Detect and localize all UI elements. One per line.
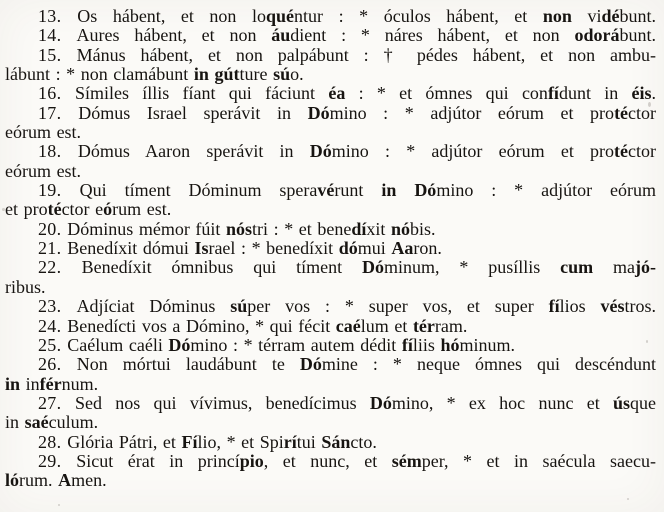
verse-text: eórum est. <box>5 160 82 181</box>
scan-speck <box>2 208 5 211</box>
verse-27-line-2 <box>5 413 656 432</box>
verse-17-line-1 <box>5 104 656 123</box>
verse-19-line-2 <box>5 200 656 219</box>
pointed-syllable: dí <box>351 218 367 239</box>
verse-number: 26. <box>38 354 77 375</box>
pointed-syllable: té <box>614 102 629 123</box>
verse-text: mine : * neque ómnes qui descéndunt <box>321 354 657 375</box>
verse-23-line-1 <box>5 297 656 316</box>
pointed-syllable: sú <box>273 64 291 85</box>
verse-text: mino, * ex hoc nunc et <box>391 392 613 413</box>
verse-list <box>5 7 656 491</box>
verse-17-line-2 <box>5 123 656 142</box>
pointed-syllable: hó <box>440 334 460 355</box>
verse-text: culum. <box>48 412 99 433</box>
pointed-syllable: pio <box>239 450 264 471</box>
verse-text: liis <box>412 334 441 355</box>
pointed-syllable: dó <box>338 238 358 259</box>
pointed-syllable: té <box>614 141 629 162</box>
verse-number: 15. <box>38 44 77 65</box>
verse-text: ram. <box>434 315 468 336</box>
pointed-syllable: fér <box>39 373 62 394</box>
verse-number: 21. <box>38 238 68 259</box>
scan-speck <box>58 504 60 506</box>
pointed-syllable: in gút <box>193 64 240 85</box>
pointed-syllable: Dó <box>168 334 191 355</box>
pointed-syllable: cum <box>560 257 594 278</box>
verse-text: et pro <box>5 199 48 220</box>
verse-text: in <box>5 412 25 433</box>
verse-19-line-1 <box>5 181 656 200</box>
verse-number: 23. <box>38 296 77 317</box>
verse-text: dient : * náres hábent, et non <box>290 25 575 46</box>
verse-text: rael : * benedíxit <box>208 238 339 259</box>
verse-text: ntur : * óculos hábent, et <box>294 6 543 26</box>
verse-text: Sicut érat in princí <box>76 450 240 471</box>
verse-text: tri : * et bene <box>252 218 352 239</box>
verse-text: Caélum caéli <box>67 334 169 355</box>
pointed-syllable: vé <box>317 180 335 201</box>
verse-text: Sed nos qui vívimus, benedícimus <box>74 392 370 413</box>
verse-text: per vos : * super vos, et super <box>247 296 549 317</box>
pointed-syllable: odorá <box>574 25 620 46</box>
verse-18-line-1 <box>5 142 656 161</box>
verse-text: . <box>651 83 656 104</box>
verse-13-line-1 <box>5 7 656 26</box>
verse-25-line-1 <box>5 336 656 355</box>
verse-text: bunt. <box>619 6 656 26</box>
pointed-syllable: jó- <box>635 257 657 278</box>
verse-text: in <box>20 373 40 394</box>
scan-speck <box>627 498 629 500</box>
verse-text: mino : * adjútor eórum et pro <box>329 102 615 123</box>
pointed-syllable: qué <box>266 6 295 26</box>
verse-text: rum. <box>19 470 59 491</box>
verse-29-line-1 <box>5 452 656 471</box>
verse-text: Aures hábent, et non <box>76 25 272 46</box>
pointed-syllable: fí <box>548 296 560 317</box>
verse-text: lio, * et Spi <box>197 431 284 452</box>
verse-text: per, * et in saécula saecu- <box>421 450 656 471</box>
verse-26-line-1 <box>5 355 656 374</box>
verse-text: lábunt : * non clamábunt <box>5 64 194 85</box>
pointed-syllable: rí <box>283 431 297 452</box>
verse-21-line-1 <box>5 239 656 258</box>
verse-number: 28. <box>38 431 68 452</box>
scan-speck <box>646 340 648 343</box>
pointed-syllable: nó <box>390 218 410 239</box>
verse-text: tros. <box>624 296 657 317</box>
verse-text: que <box>630 392 656 413</box>
pointed-syllable: non <box>542 6 572 26</box>
verse-text: Adjíciat Dóminus <box>76 296 231 317</box>
verse-26-line-2 <box>5 375 656 394</box>
pointed-syllable: ló <box>5 470 20 491</box>
verse-text: cto. <box>350 431 377 452</box>
verse-number: 19. <box>38 180 80 201</box>
verse-number: 16. <box>38 83 75 104</box>
verse-27-line-1 <box>5 394 656 413</box>
pointed-syllable: éa <box>328 83 346 104</box>
verse-text: ma <box>593 257 636 278</box>
verse-text: mui <box>357 238 392 259</box>
pointed-syllable: ó <box>103 199 113 220</box>
verse-text: Mánus hábent, et non palpábunt : † pédes hábent, et non ambu- <box>76 44 656 65</box>
verse-text: mino : * adjútor eórum <box>436 180 657 201</box>
verse-text: xit <box>366 218 391 239</box>
verse-text: vi <box>571 6 602 26</box>
pointed-syllable: in <box>381 180 397 201</box>
verse-number: 17. <box>38 102 79 123</box>
verse-text: Benedíxit ómnibus qui tíment <box>81 257 363 278</box>
verse-text: Qui tíment Dóminum spera <box>79 180 318 201</box>
pointed-syllable: in <box>5 373 21 394</box>
verse-text: eórum est. <box>5 122 82 143</box>
verse-text: ture <box>239 64 274 85</box>
pointed-syllable: sú <box>230 296 248 317</box>
pointed-syllable: Sán <box>321 431 351 452</box>
verse-number: 22. <box>38 257 82 278</box>
verse-text: Non mórtui laudábunt te <box>76 354 300 375</box>
verse-24-line-1 <box>5 317 656 336</box>
pointed-syllable: Aa <box>391 238 414 259</box>
verse-text: mino : * térram autem dédit <box>190 334 402 355</box>
pointed-syllable: vés <box>600 296 625 317</box>
verse-text: ctor <box>628 102 657 123</box>
verse-text: , et nunc, et <box>263 450 392 471</box>
verse-text: Benedícti vos a Dómino, * qui fécit <box>67 315 336 336</box>
pointed-syllable: Dó <box>309 141 332 162</box>
verse-text: minum. <box>459 334 515 355</box>
pointed-syllable: sém <box>391 450 422 471</box>
pointed-syllable: Dó <box>414 180 437 201</box>
verse-text: Dómus Israel sperávit in <box>78 102 308 123</box>
verse-18-line-2 <box>5 162 656 181</box>
verse-15-line-2 <box>5 65 656 84</box>
verse-number: 14. <box>38 25 77 46</box>
verse-text: mino : * adjútor eórum et pro <box>331 141 615 162</box>
pointed-syllable: saé <box>24 412 49 433</box>
scan-speck <box>648 102 651 107</box>
pointed-syllable: Dó <box>307 102 330 123</box>
verse-text: minum, * pusíllis <box>384 257 561 278</box>
pointed-syllable: ús <box>612 392 630 413</box>
verse-text: ctor e <box>61 199 104 220</box>
verse-number: 13. <box>38 6 78 26</box>
verse-text: ctor <box>628 141 657 162</box>
verse-text: Benedíxit dómui <box>67 238 195 259</box>
pointed-syllable: fí <box>401 334 413 355</box>
verse-number: 29. <box>38 450 77 471</box>
pointed-syllable: Dó <box>369 392 392 413</box>
pointed-syllable: Dó <box>299 354 322 375</box>
verse-number: 18. <box>38 141 78 162</box>
verse-22-line-2 <box>5 278 656 297</box>
pointed-syllable: áu <box>271 25 291 46</box>
verse-22-line-1 <box>5 258 656 277</box>
verse-20-line-1 <box>5 220 656 239</box>
pointed-syllable: fí <box>547 83 559 104</box>
verse-text: lum et <box>360 315 413 336</box>
pointed-syllable: Is <box>194 238 209 259</box>
pointed-syllable: dé <box>601 6 620 26</box>
pointed-syllable: A <box>58 470 72 491</box>
verse-text: ribus. <box>5 276 46 297</box>
pointed-syllable: nós <box>226 218 253 239</box>
verse-text: dunt in <box>558 83 632 104</box>
verse-number: 20. <box>38 218 68 239</box>
verse-number: 25. <box>38 334 68 355</box>
verse-text: runt <box>334 180 382 201</box>
verse-number: 24. <box>38 315 68 336</box>
pointed-syllable: Dó <box>362 257 385 278</box>
verse-28-line-1 <box>5 433 656 452</box>
verse-14-line-1 <box>5 26 656 45</box>
verse-text: Os hábent, et non lo <box>77 6 266 26</box>
pointed-syllable: Fí <box>181 431 198 452</box>
verse-16-line-1 <box>5 84 656 103</box>
verse-number: 27. <box>38 392 75 413</box>
verse-text: bis. <box>409 218 436 239</box>
verse-15-line-1 <box>5 46 656 65</box>
verse-29-line-2 <box>5 471 656 490</box>
verse-text: lios <box>559 296 601 317</box>
verse-text <box>396 180 414 200</box>
verse-text: ron. <box>413 238 442 259</box>
pointed-syllable: tér <box>412 315 435 336</box>
verse-text: bunt. <box>619 25 657 46</box>
verse-text: num. <box>61 373 99 394</box>
pointed-syllable: té <box>47 199 62 220</box>
verse-text: tui <box>296 431 322 452</box>
verse-text: Símiles íllis fíant qui fáciunt <box>74 83 329 104</box>
verse-text: rum est. <box>112 199 172 220</box>
pointed-syllable: caé <box>335 315 361 336</box>
verse-text: Glória Pátri, et <box>67 431 182 452</box>
verse-text: o. <box>290 64 304 85</box>
verse-text: : * et ómnes qui con <box>345 83 548 104</box>
verse-text: men. <box>71 470 107 491</box>
verse-text: Dómus Aaron sperávit in <box>77 141 310 162</box>
pointed-syllable: éis <box>631 83 652 104</box>
verse-text: Dóminus mémor fúit <box>67 218 227 239</box>
